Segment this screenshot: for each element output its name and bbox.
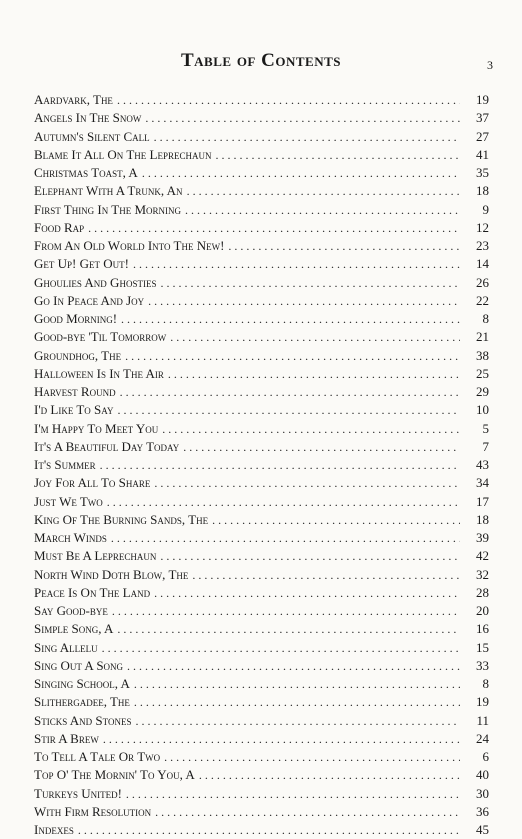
toc-entry-title: Just We Two: [34, 493, 103, 509]
dot-leader: [112, 602, 460, 620]
page-number: 3: [487, 58, 493, 72]
toc-entry-title: Good-bye 'Til Tomorrow: [34, 329, 167, 345]
toc-entry-title: Ghoulies And Ghosties: [34, 274, 157, 290]
toc-entry: [34, 365, 489, 383]
toc-entry-title: Good Morning!: [34, 311, 118, 326]
toc-entry-page: 26: [476, 274, 489, 290]
toc-entry-page: 29: [476, 384, 489, 399]
toc-entry: [34, 438, 489, 456]
dot-leader: [102, 639, 460, 657]
dot-leader: [117, 620, 460, 638]
toc-entry: [34, 547, 489, 565]
toc-entry-title: North Wind Doth Blow, The: [34, 566, 189, 582]
toc-entry-page: 19: [476, 694, 489, 710]
toc-entry-title: I'd Like To Say: [34, 402, 114, 418]
toc-entry: [34, 620, 489, 638]
toc-entry: [34, 164, 489, 182]
toc-entry-title: Top O' The Mornin' To You, A: [34, 767, 195, 783]
table-of-contents: [34, 91, 489, 839]
toc-entry-page: 41: [476, 146, 489, 162]
toc-entry: [34, 693, 489, 711]
toc-entry-title: Say Good-bye: [34, 603, 108, 618]
toc-entry-page: 25: [476, 365, 489, 381]
toc-entry-title: Peace Is On The Land: [34, 584, 151, 600]
toc-entry-page: 12: [476, 219, 489, 235]
toc-entry: [34, 128, 489, 146]
dot-leader: [133, 255, 460, 273]
toc-entry: [34, 730, 489, 748]
toc-entry-page: 22: [476, 292, 489, 308]
toc-entry: [34, 584, 489, 602]
dot-leader: [134, 675, 460, 693]
toc-entry-page: 43: [476, 457, 489, 472]
toc-entry: [34, 310, 489, 328]
toc-entry: [34, 785, 489, 803]
toc-entry-title: From An Old World Into The New!: [34, 238, 225, 253]
dot-leader: [127, 657, 460, 675]
toc-entry-title: It's A Beautiful Day Today: [34, 438, 180, 454]
toc-entry-page: 30: [476, 785, 489, 801]
toc-entry-title: With Firm Resolution: [34, 803, 152, 819]
dot-leader: [154, 584, 460, 602]
toc-entry-title: To Tell A Tale Or Two: [34, 749, 161, 764]
toc-entry-title: Get Up! Get Out!: [34, 256, 129, 272]
dot-leader: [78, 821, 460, 839]
toc-entry-title: It's Summer: [34, 457, 96, 472]
toc-entry-title: Joy For All To Share: [34, 475, 151, 491]
toc-entry: [34, 347, 489, 365]
dot-leader: [134, 693, 460, 711]
dot-leader: [148, 292, 460, 310]
dot-leader: [103, 730, 460, 748]
dot-leader: [192, 566, 460, 584]
toc-entry: [34, 401, 489, 419]
toc-entry-title: Turkeys United!: [34, 785, 122, 801]
toc-entry-title: Singing School, A: [34, 676, 130, 691]
dot-leader: [107, 493, 460, 511]
toc-entry-title: Simple Song, A: [34, 621, 114, 637]
toc-entry-title: Halloween Is In The Air: [34, 365, 164, 381]
dot-leader: [120, 383, 460, 401]
dot-leader: [160, 274, 460, 292]
toc-entry: [34, 602, 489, 620]
dot-leader: [212, 511, 460, 529]
dot-leader: [228, 237, 460, 255]
toc-entry-title: Must Be A Leprechaun: [34, 548, 157, 564]
toc-entry-title: Sticks And Stones: [34, 712, 132, 728]
toc-entry-page: 16: [476, 621, 489, 637]
toc-entry-page: 37: [476, 110, 489, 126]
toc-entry: [34, 566, 489, 584]
dot-leader: [121, 310, 460, 328]
toc-entry: [34, 274, 489, 292]
toc-entry-page: 36: [476, 803, 489, 819]
page-title: Table of Contents: [181, 50, 341, 71]
toc-entry-title: Food Rap: [34, 219, 85, 235]
dot-leader: [170, 328, 460, 346]
toc-entry: [34, 255, 489, 273]
dot-leader: [117, 91, 460, 109]
toc-entry: [34, 657, 489, 675]
toc-entry-page: 20: [476, 603, 489, 618]
toc-entry-page: 8: [482, 311, 489, 326]
toc-entry: [34, 146, 489, 164]
toc-entry-title: Sing Out A Song: [34, 657, 124, 673]
toc-entry-page: 18: [476, 511, 489, 527]
toc-entry-title: Blame It All On The Leprechaun: [34, 146, 212, 162]
dot-leader: [160, 547, 460, 565]
toc-entry-page: 11: [476, 712, 489, 728]
dot-leader: [162, 420, 460, 438]
toc-entry-page: 8: [482, 676, 489, 691]
dot-leader: [111, 529, 460, 547]
toc-entry: [34, 219, 489, 237]
toc-entry: [34, 821, 489, 839]
toc-entry: [34, 328, 489, 346]
toc-entry-page: 14: [476, 256, 489, 272]
toc-entry: [34, 91, 489, 109]
toc-entry: [34, 383, 489, 401]
dot-leader: [187, 182, 460, 200]
dot-leader: [145, 109, 460, 127]
toc-entry-page: 18: [476, 183, 489, 199]
toc-entry-page: 10: [476, 402, 489, 418]
toc-entry: [34, 675, 489, 693]
toc-entry-page: 17: [476, 493, 489, 509]
toc-entry-title: Stir A Brew: [34, 730, 99, 746]
toc-entry-page: 45: [476, 822, 489, 837]
toc-entry-page: 19: [476, 92, 489, 107]
dot-leader: [164, 748, 460, 766]
toc-entry-page: 27: [476, 128, 489, 144]
toc-entry-title: Go In Peace And Joy: [34, 292, 145, 308]
dot-leader: [215, 146, 460, 164]
toc-entry: [34, 766, 489, 784]
toc-entry-page: 7: [482, 438, 489, 454]
toc-entry-page: 23: [476, 238, 489, 253]
toc-entry: [34, 639, 489, 657]
toc-entry-title: Angels In The Snow: [34, 110, 142, 126]
toc-entry-page: 39: [476, 530, 489, 545]
toc-entry: [34, 529, 489, 547]
toc-entry-title: Slithergadee, The: [34, 694, 130, 710]
toc-entry: [34, 712, 489, 730]
toc-entry: [34, 292, 489, 310]
toc-entry: [34, 237, 489, 255]
dot-leader: [199, 766, 460, 784]
toc-entry-page: 24: [476, 730, 489, 746]
toc-entry: [34, 511, 489, 529]
toc-entry-title: Groundhog, The: [34, 347, 122, 363]
toc-entry-page: 15: [476, 639, 489, 655]
dot-leader: [88, 219, 460, 237]
toc-entry-title: Harvest Round: [34, 384, 116, 399]
toc-entry-page: 33: [476, 657, 489, 673]
toc-entry-page: 42: [476, 548, 489, 564]
toc-entry-page: 5: [482, 420, 489, 436]
toc-entry: [34, 474, 489, 492]
toc-entry: [34, 182, 489, 200]
toc-entry-page: 38: [476, 347, 489, 363]
toc-entry-page: 32: [476, 566, 489, 582]
dot-leader: [168, 365, 460, 383]
dot-leader: [183, 438, 460, 456]
toc-entry-page: 35: [476, 165, 489, 180]
dot-leader: [155, 803, 460, 821]
toc-entry-title: King Of The Burning Sands, The: [34, 511, 209, 527]
toc-entry: [34, 109, 489, 127]
dot-leader: [117, 401, 460, 419]
toc-entry: [34, 456, 489, 474]
toc-entry: [34, 493, 489, 511]
dot-leader: [154, 474, 460, 492]
toc-entry-title: Autumn's Silent Call: [34, 128, 150, 144]
toc-entry-title: Christmas Toast, A: [34, 165, 138, 180]
toc-entry-page: 21: [476, 329, 489, 345]
toc-entry-title: March Winds: [34, 530, 107, 545]
dot-leader: [135, 712, 460, 730]
toc-entry-page: 34: [476, 475, 489, 491]
toc-entry-title: First Thing In The Morning: [34, 201, 182, 217]
toc-entry-page: 6: [482, 749, 489, 764]
toc-entry-page: 40: [476, 767, 489, 783]
toc-entry-title: Indexes: [34, 822, 74, 837]
dot-leader: [126, 785, 460, 803]
dot-leader: [154, 128, 460, 146]
dot-leader: [100, 456, 460, 474]
toc-entry-title: Sing Allelu: [34, 639, 98, 655]
toc-entry: [34, 420, 489, 438]
toc-entry: [34, 803, 489, 821]
dot-leader: [185, 201, 460, 219]
toc-entry: [34, 748, 489, 766]
dot-leader: [142, 164, 460, 182]
toc-entry-title: I'm Happy To Meet You: [34, 420, 159, 436]
toc-entry-page: 9: [482, 201, 489, 217]
dot-leader: [125, 347, 460, 365]
toc-entry: [34, 201, 489, 219]
toc-entry-title: Elephant With A Trunk, An: [34, 183, 183, 199]
toc-entry-page: 28: [476, 584, 489, 600]
toc-entry-title: Aardvark, The: [34, 92, 113, 107]
